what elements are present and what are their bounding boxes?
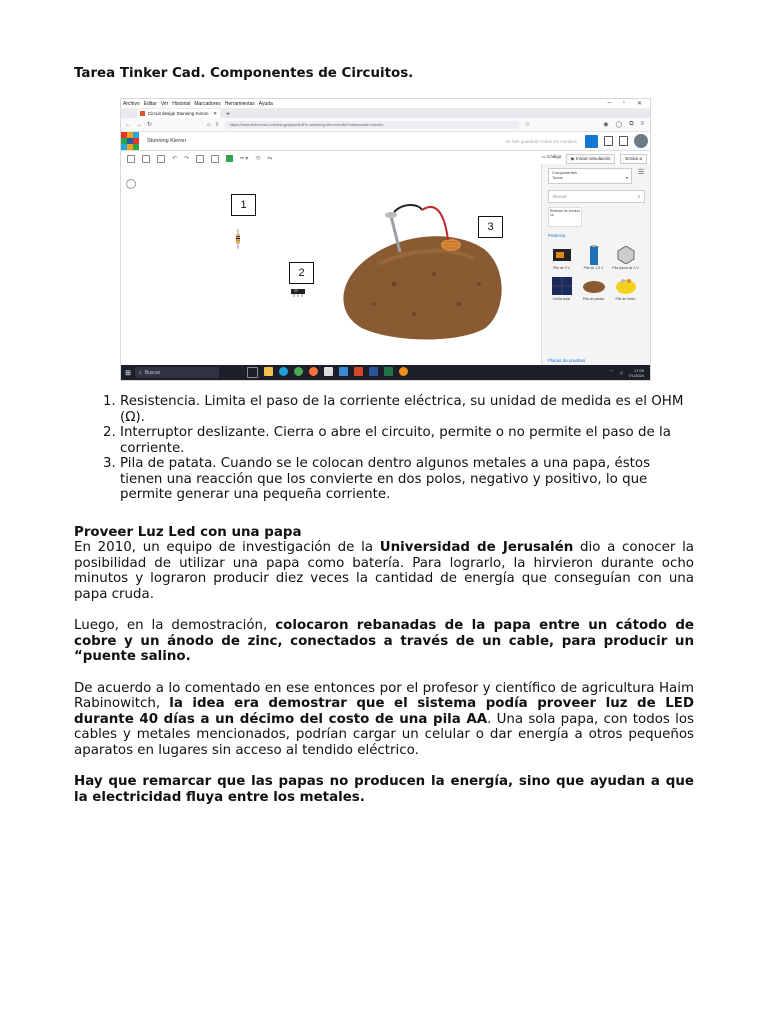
menu-archivo[interactable]: Archivo: [123, 100, 140, 107]
document-page: [74, 66, 694, 805]
zoom-home-icon[interactable]: [126, 179, 136, 189]
battery-9v-icon: [553, 249, 571, 261]
cell-label: Pila de limón: [615, 297, 636, 301]
code-button[interactable]: ▭ Código: [541, 153, 562, 159]
shield-icon: ◊: [215, 121, 219, 128]
workplane-canvas[interactable]: [121, 164, 541, 365]
cell-label: Pila de 9 V: [553, 266, 570, 270]
clock-date: 7/1/2024: [628, 372, 644, 378]
minimize-icon[interactable]: –: [607, 100, 611, 106]
document-title: Tarea Tinker Cad. Componentes de Circuitos.: [74, 66, 414, 81]
paragraph-2: [74, 618, 694, 665]
wire-type-icon[interactable]: ━ ▾: [240, 156, 249, 162]
mail-icon[interactable]: [324, 367, 333, 376]
flip-icon[interactable]: ⇋: [267, 156, 273, 162]
excel-icon[interactable]: [384, 367, 393, 376]
cell-label: Celda solar: [552, 297, 571, 301]
browser-tools: [603, 121, 650, 128]
taskbar-search-label: Buscar: [144, 369, 161, 376]
tab-title: Circuit design Stunning Kieron: [148, 111, 209, 116]
menu-marcadores[interactable]: Marcadores: [194, 100, 221, 107]
back-icon[interactable]: ←: [125, 121, 131, 128]
tab-close-icon[interactable]: ✕: [213, 110, 217, 116]
tinkercad-header: [121, 132, 650, 151]
word-icon[interactable]: [369, 367, 378, 376]
component-search-input[interactable]: [548, 190, 645, 203]
list-item: 2. Interruptor deslizante. Cierra o abre el circuito, permite o no permite el paso de la corriente.: [120, 425, 694, 456]
pocket-icon[interactable]: ◉: [603, 122, 609, 128]
start-simulation-button[interactable]: ▶ Iniciar simulación: [566, 154, 615, 164]
browser-tab[interactable]: [137, 109, 220, 118]
p1-text-c: dio a conocer la posibilidad de utilizar una papa como batería. Para lograrlo, la hirvieron durante ocho minutos y lograron producir diez veces la cantidad de energía que conseguían con una papa cruda.: [74, 540, 694, 602]
component-list-icon[interactable]: [619, 136, 628, 146]
component-solar-cell[interactable]: [548, 273, 575, 301]
cell-label: Pila plana de 3 V: [612, 266, 639, 270]
list-item: 3. Pila de patata. Cuando se le colocan dentro algunos metales a una papa, éstos tienen una reacción que los convierte en dos polos, negativo y positivo, lo que permite generar una pequeña corriente.: [120, 456, 694, 503]
window-controls: [607, 100, 650, 107]
saved-message: Se han guardado todos los cambios: [505, 138, 577, 144]
network-icon[interactable]: ⌒: [609, 369, 614, 375]
potato-battery-component[interactable]: [334, 204, 509, 344]
solar-cell-icon: [552, 277, 572, 295]
wire-color-swatch[interactable]: [226, 155, 233, 162]
components-panel: [541, 164, 651, 365]
send-to-button[interactable]: Enviar a: [620, 154, 647, 164]
paragraph-3: [74, 681, 694, 759]
components-label: Componentes: [552, 170, 577, 175]
vlc-icon[interactable]: [399, 367, 408, 376]
taskbar-search-input[interactable]: [135, 367, 219, 378]
copy-icon[interactable]: [127, 155, 135, 163]
menu-ayuda[interactable]: Ayuda: [258, 100, 273, 107]
volume-icon[interactable]: ◁: [619, 370, 623, 375]
tinkercad-logo[interactable]: [121, 132, 141, 150]
p3-text-c: . Una sola papa, con todos los cables y metales mencionados, podrían cargar un celular o dar energía a otros pequeños aparatos en lugares sin acceso al tendido eléctrico.: [74, 711, 694, 758]
component-9v-battery[interactable]: [548, 242, 575, 270]
list-view-icon[interactable]: ☰: [638, 169, 645, 176]
url-text: https://www.tinkercad.com/things/jmpeAdF/n-stunning-kieron/editel?sharecode=circuits: [229, 122, 384, 127]
url-bar[interactable]: [224, 121, 520, 129]
header-buttons: [585, 134, 650, 148]
menu-ver[interactable]: Ver: [160, 100, 169, 107]
browser-menubar: [121, 99, 650, 108]
avatar[interactable]: [634, 134, 648, 148]
reload-icon[interactable]: ↻: [147, 122, 153, 128]
paste-icon[interactable]: [142, 155, 150, 163]
address-row: [121, 118, 650, 132]
list-item: 1. Resistencia. Limita el paso de la corriente eléctrica, su unidad de medida es el OHM (Ω).: [120, 394, 694, 425]
delete-icon[interactable]: [157, 155, 165, 163]
search-icon: ⌕: [139, 369, 142, 376]
favicon-icon: [140, 111, 145, 116]
search-icon: ⌕: [637, 194, 640, 199]
slide-switch-component[interactable]: [291, 289, 305, 297]
callout-3: 3: [478, 216, 503, 238]
cell-label: Pila de 1,5 V: [583, 266, 604, 270]
photos-icon[interactable]: [339, 367, 348, 376]
system-tray: [609, 368, 650, 378]
coin-battery-icon: [617, 246, 635, 264]
p1-bold: Universidad de Jerusalén: [379, 540, 574, 555]
p2-text-a: Luego, en la demostración,: [74, 618, 276, 633]
paragraph-1: [74, 540, 694, 602]
bookmark-star-icon[interactable]: ☆: [524, 122, 531, 128]
section-heading: Proveer Luz Led con una papa: [74, 524, 302, 540]
visibility-icon[interactable]: [211, 155, 219, 163]
p1-text-a: En 2010, un equipo de investigación de la: [74, 540, 380, 555]
note-icon[interactable]: [196, 155, 204, 163]
p3-bold: la idea era demostrar que el sistema podía proveer luz de LED durante 40 días a un décimo del costo de una pila AA: [74, 696, 694, 727]
toolbar-right: [541, 154, 650, 164]
power-components-grid: [548, 242, 645, 301]
components-value: Todos: [552, 175, 563, 180]
circuit-view-button[interactable]: [585, 135, 598, 148]
design-name[interactable]: Stunning Kieron: [147, 138, 187, 144]
code-label: Código: [546, 153, 562, 159]
redo-icon[interactable]: ↷: [184, 156, 190, 162]
undo-icon[interactable]: ↶: [172, 156, 178, 162]
powerpoint-icon[interactable]: [354, 367, 363, 376]
account-icon[interactable]: ◯: [615, 122, 623, 128]
p2-bold: colocaron rebanadas de la papa entre un cátodo de cobre y un ánodo de zinc, conectados a través de un cable, para producir un “puente salino.: [74, 618, 694, 664]
chevron-down-icon: ▾: [625, 175, 628, 180]
resistor-note[interactable]: Resistor de ohmios 1k: [548, 207, 582, 227]
component-lemon-battery[interactable]: [612, 273, 639, 301]
components-dropdown[interactable]: [548, 168, 632, 184]
schematic-icon[interactable]: [604, 136, 613, 146]
edge-icon[interactable]: [279, 367, 288, 376]
close-icon[interactable]: ✕: [636, 101, 642, 107]
resistor-component[interactable]: [235, 229, 241, 249]
components-list: [74, 394, 694, 503]
breadboards-section-heading[interactable]: Placas de pruebas: [548, 358, 586, 363]
taskbar-apps: [247, 367, 408, 378]
home-icon[interactable]: ⌂: [207, 121, 211, 128]
components-filter: [548, 168, 645, 184]
power-section-heading[interactable]: Potencia: [548, 233, 566, 238]
potato-icon: [583, 279, 605, 293]
restore-icon[interactable]: ▫: [622, 100, 625, 106]
windows-taskbar: [121, 365, 650, 380]
tinkercad-screenshot: [120, 98, 651, 381]
cell-label: Pila de patata: [582, 297, 605, 301]
menu-historial[interactable]: Historial: [172, 100, 191, 107]
chrome-icon[interactable]: [294, 367, 303, 376]
simulate-label: Iniciar simulación: [575, 155, 611, 161]
menu-icon[interactable]: ≡: [640, 121, 644, 127]
rotate-icon[interactable]: ⟲: [255, 156, 261, 162]
forward-icon[interactable]: →: [136, 121, 142, 128]
new-tab-icon[interactable]: +: [226, 111, 231, 118]
callout-1: 1: [231, 194, 256, 216]
firefox-icon[interactable]: [309, 367, 318, 376]
browser-tabbar: [121, 108, 650, 118]
callout-2: 2: [289, 262, 314, 284]
battery-aa-icon: [590, 245, 598, 265]
p4-bold: Hay que remarcar que las papas no producen la energía, sino que ayudan a que la electricidad fluya entre los metales.: [74, 774, 694, 805]
lemon-icon: [615, 278, 637, 294]
menu-herramientas[interactable]: Herramientas: [224, 100, 255, 107]
task-view-icon[interactable]: [247, 367, 258, 378]
clock[interactable]: [628, 368, 644, 378]
p3-text-a: De acuerdo a lo comentado en ese entonces por el profesor y científico de agricultura Haim Rabinowitch,: [74, 680, 694, 711]
windows-start-icon[interactable]: ⊞: [125, 369, 131, 377]
paragraph-4: [74, 774, 694, 805]
component-coin-battery[interactable]: [612, 242, 639, 270]
search-placeholder: Buscar: [553, 194, 568, 199]
clock-time: 17:05: [633, 367, 644, 373]
file-explorer-icon[interactable]: [264, 367, 273, 376]
component-aa-battery[interactable]: [580, 242, 607, 270]
extensions-icon[interactable]: ⧉: [629, 121, 634, 127]
component-potato-battery[interactable]: [580, 273, 607, 301]
menu-editar[interactable]: Editar: [143, 100, 157, 107]
